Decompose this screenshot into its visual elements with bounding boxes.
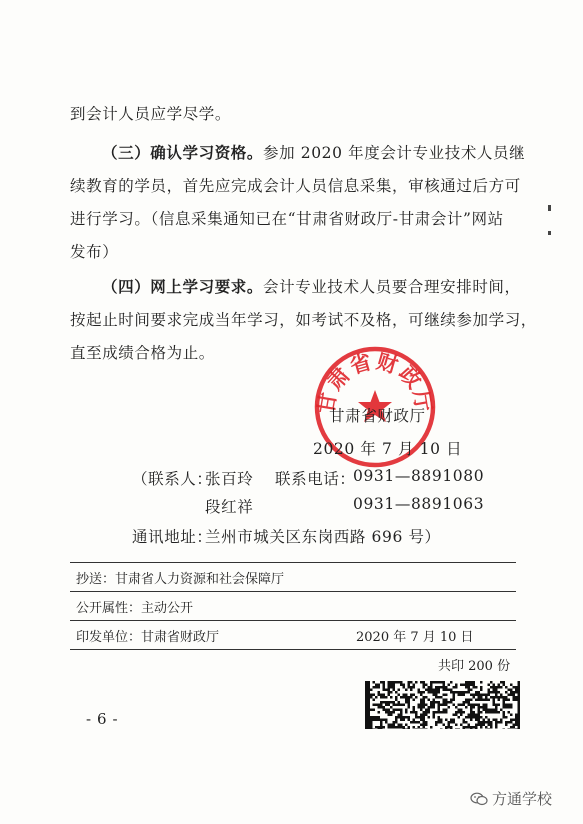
footer-rule-2 bbox=[70, 591, 516, 592]
contact-phone-1: 0931—8891080 bbox=[353, 467, 485, 485]
scan-edge-mark bbox=[548, 205, 551, 211]
paragraph-3-first-line bbox=[102, 141, 525, 163]
page-number: - 6 - bbox=[86, 710, 119, 728]
paragraph-4-heading: （四）网上学习要求。 bbox=[102, 277, 264, 296]
scan-edge-mark bbox=[548, 231, 551, 235]
paragraph-4-text: 会计专业技术人员要合理安排时间， bbox=[263, 278, 521, 296]
watermark-text: 方通学校 bbox=[492, 790, 553, 808]
barcode-image bbox=[365, 681, 520, 729]
signature-date: 2020 年 7 月 10 日 bbox=[313, 440, 463, 458]
phone-label: 联系电话： bbox=[275, 470, 356, 488]
footer-issue-date: 2020 年 7 月 10 日 bbox=[356, 630, 474, 645]
paragraph-3-text: 参加 2020 年度会计专业技术人员继 bbox=[263, 144, 526, 162]
footer-bottom-rule bbox=[70, 649, 516, 650]
contact-person-1: 张百玲 bbox=[205, 470, 254, 488]
signature-org: 甘肃省财政厅 bbox=[329, 407, 426, 425]
body-line-1: 到会计人员应学尽学。 bbox=[70, 105, 232, 123]
footer-cc: 抄送：甘肃省人力资源和社会保障厅 bbox=[76, 572, 285, 587]
footer-public-attribute: 公开属性：主动公开 bbox=[76, 601, 194, 616]
svg-text:甘肃省财政厅: 甘肃省财政厅 bbox=[312, 348, 438, 416]
paragraph-3-line-2: 续教育的学员，首先应完成会计人员信息采集，审核通过后方可 bbox=[70, 177, 521, 195]
footer-rule-3 bbox=[70, 620, 516, 621]
footer-top-rule bbox=[70, 562, 516, 563]
contact-person-2: 段红祥 bbox=[205, 498, 254, 516]
footer-copies: 共印 200 份 bbox=[438, 659, 511, 674]
paragraph-4-line-2: 按起止时间要求完成当年学习，如考试不及格，可继续参加学习， bbox=[70, 311, 537, 329]
contact-phone-2: 0931—8891063 bbox=[353, 495, 485, 513]
footer-issuer: 印发单位：甘肃省财政厅 bbox=[76, 630, 220, 645]
address-value: 兰州市城关区东岗西路 696 号） bbox=[205, 528, 441, 546]
paragraph-3-line-4: 发布） bbox=[70, 243, 119, 261]
wechat-watermark bbox=[470, 788, 552, 809]
contact-label: （联系人： bbox=[132, 470, 213, 488]
paragraph-4-line-3: 直至成绩合格为止。 bbox=[70, 344, 215, 362]
address-label: 通讯地址： bbox=[132, 528, 213, 546]
paragraph-3-heading: （三）确认学习资格。 bbox=[102, 143, 264, 162]
paragraph-4-first-line bbox=[102, 275, 521, 297]
wechat-icon bbox=[470, 792, 488, 806]
paragraph-3-line-3: 进行学习。（信息采集通知已在“甘肃省财政厅-甘肃会计”网站 bbox=[70, 210, 504, 228]
